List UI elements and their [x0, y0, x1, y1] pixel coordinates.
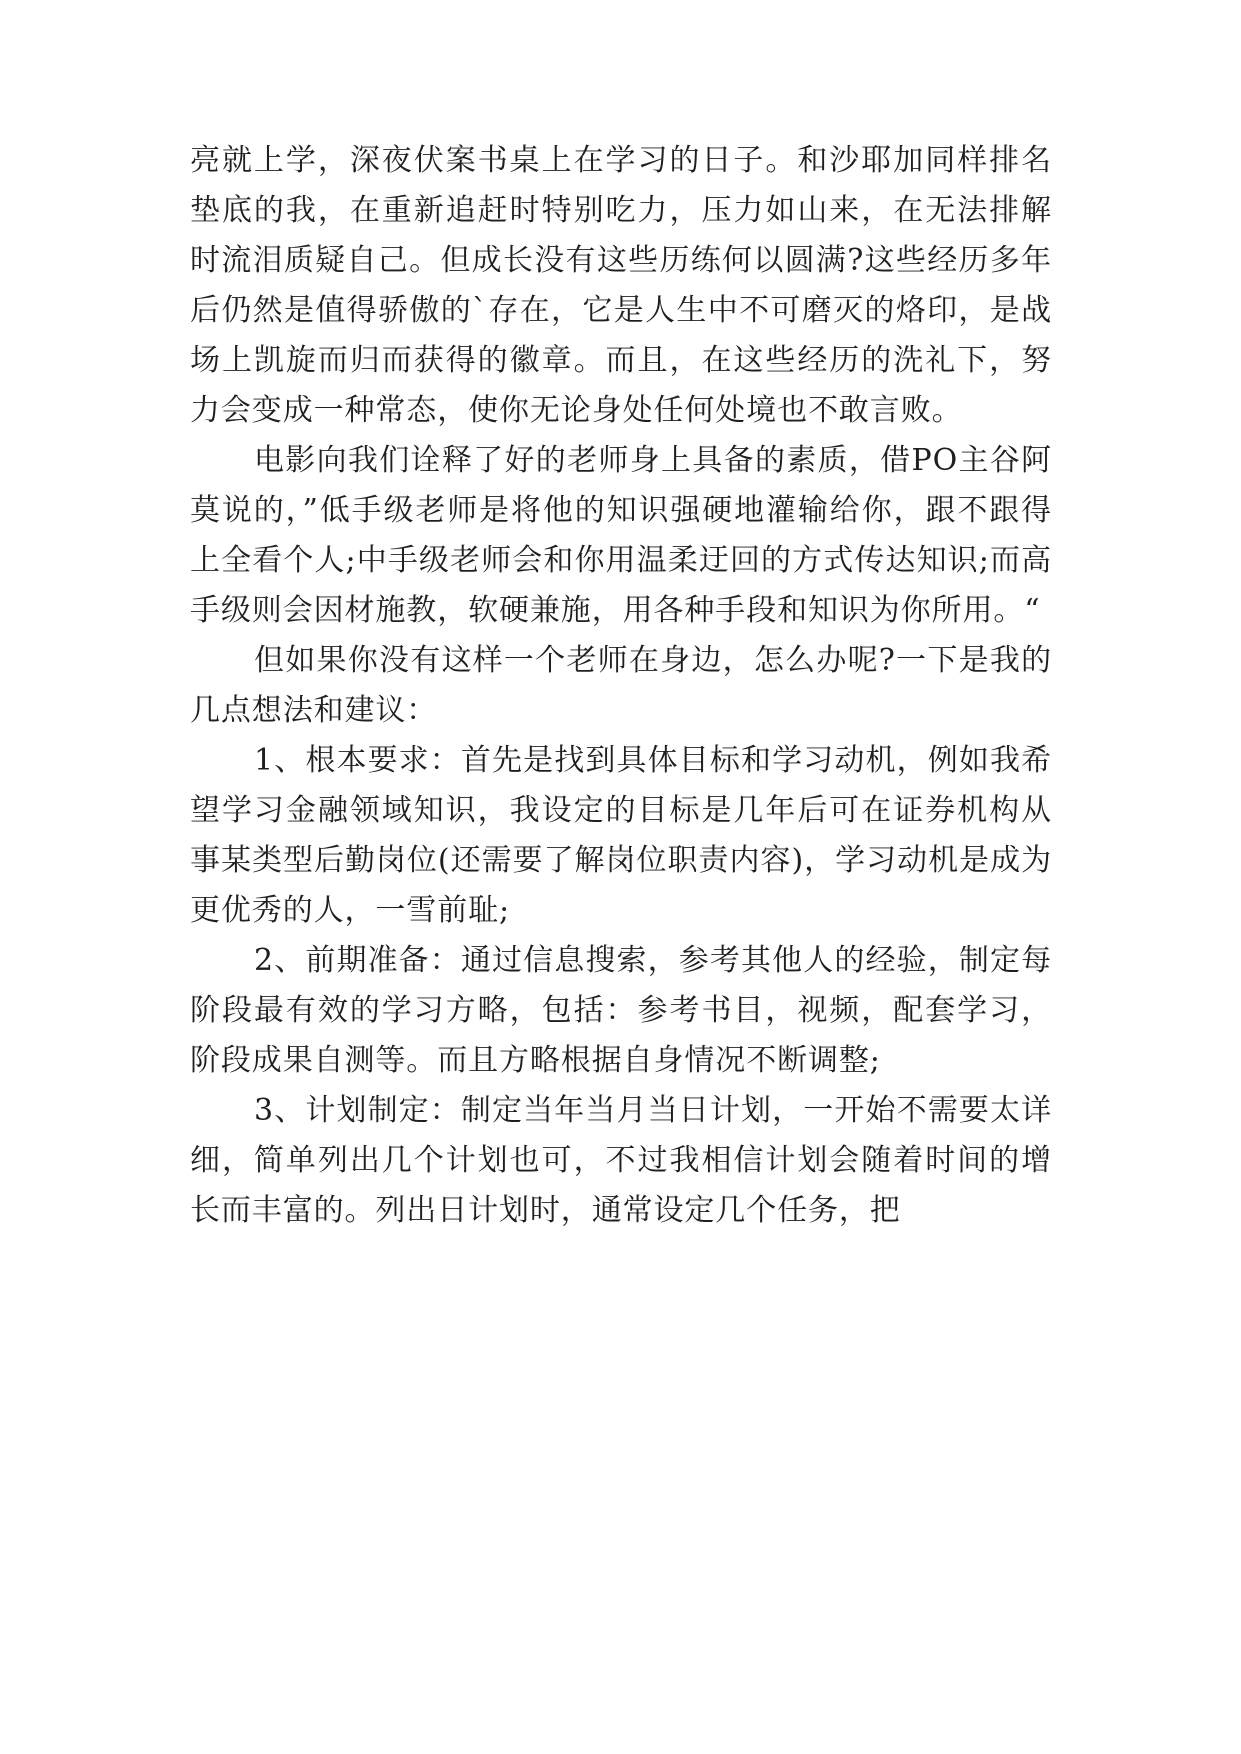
document-body [190, 136, 1052, 1236]
paragraph-suggestions-intro: 但如果你没有这样一个老师在身边，怎么办呢?一下是我的几点想法和建议： [190, 643, 1052, 728]
paragraph-teacher-qualities: 电影向我们诠释了好的老师身上具备的素质，借PO主谷阿莫说的，”低手级老师是将他的知识强硬地灌输给你，跟不跟得上全看个人;中手级老师会和你用温柔迂回的方式传达知识;而高手级则会因材施教，软硬兼施，用各种手段和知识为你所用。“ [190, 443, 1052, 628]
paragraph-continuation: 亮就上学，深夜伏案书桌上在学习的日子。和沙耶加同样排名垫底的我，在重新追赶时特别吃力，压力如山来，在无法排解时流泪质疑自己。但成长没有这些历练何以圆满?这些经历多年后仍然是值得骄傲的`存在，它是人生中不可磨灭的烙印，是战场上凯旋而归而获得的徽章。而且，在这些经历的洗礼下，努力会变成一种常态，使你无论身处任何处境也不敢言败。 [190, 143, 1052, 428]
paragraph-point-2: 2、前期准备：通过信息搜索，参考其他人的经验，制定每阶段最有效的学习方略，包括：参考书目，视频，配套学习，阶段成果自测等。而且方略根据自身情况不断调整; [190, 943, 1052, 1078]
paragraph-point-1: 1、根本要求：首先是找到具体目标和学习动机，例如我希望学习金融领域知识，我设定的目标是几年后可在证券机构从事某类型后勤岗位(还需要了解岗位职责内容)，学习动机是成为更优秀的人，一雪前耻; [190, 743, 1052, 928]
paragraph-point-3: 3、计划制定：制定当年当月当日计划，一开始不需要太详细，简单列出几个计划也可，不过我相信计划会随着时间的增长而丰富的。列出日计划时，通常设定几个任务，把 [190, 1093, 1052, 1228]
